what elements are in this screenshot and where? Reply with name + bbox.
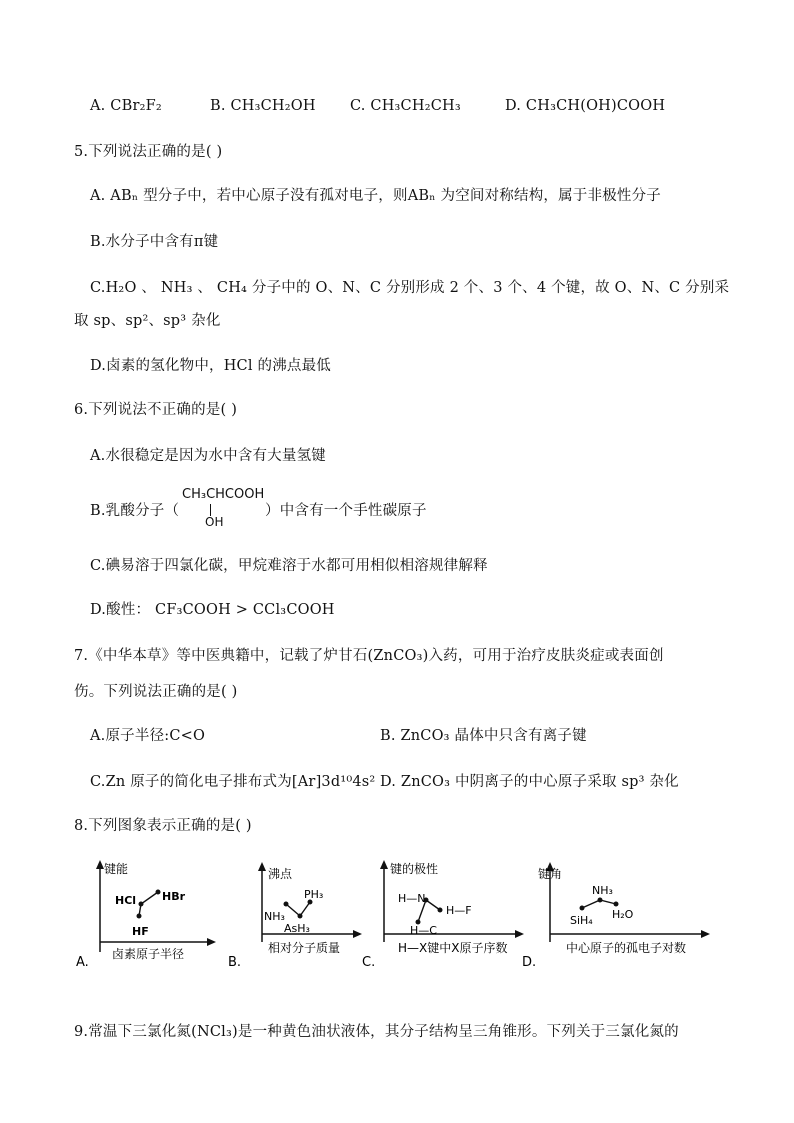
- q6-stem: 6.下列说法不正确的是( ): [74, 402, 238, 418]
- q4-option-d: D. CH₃CH(OH)COOH: [505, 98, 666, 114]
- graph-a-letter: A.: [76, 955, 89, 968]
- q6-option-b-suffix: ）中含有一个手性碳原子: [265, 503, 427, 519]
- graph-d-xlabel: 中心原子的孤电子对数: [566, 941, 687, 955]
- q5-option-d: D.卤素的氢化物中，HCl 的沸点最低: [90, 358, 332, 374]
- q7-stem-line1: 7.《中华本草》等中医典籍中，记载了炉甘石(ZnCO₃)入药，可用于治疗皮肤炎症或表面创: [74, 648, 664, 664]
- q5-option-c-line1: C.H₂O 、 NH₃ 、 CH₄ 分子中的 O、N、C 分别形成 2 个、3 个、4 个键，故 O、N、C 分别采: [90, 280, 730, 296]
- graph-b-point-ph3: PH₃: [304, 888, 324, 901]
- q6-option-b-prefix: B.乳酸分子（: [90, 503, 180, 519]
- q5-stem: 5.下列说法正确的是( ): [74, 144, 223, 160]
- graph-a-xlabel: 卤素原子半径: [112, 947, 185, 961]
- graph-c-letter: C.: [362, 955, 376, 968]
- lactic-acid-formula: CH₃CHCOOH: [182, 487, 265, 502]
- q5-option-a: A. ABₙ 型分子中，若中心原子没有孤对电子，则ABₙ 为空间对称结构，属于非极性分子: [90, 188, 662, 204]
- graph-a-ylabel: 键能: [104, 862, 129, 876]
- graph-c-point-hc: H—C: [410, 924, 437, 937]
- q5-option-b: B.水分子中含有π键: [90, 234, 219, 250]
- q4-option-a: A. CBr₂F₂: [90, 98, 162, 114]
- graph-a-point-hf: HF: [132, 925, 149, 938]
- graph-a-point-hcl: HCl: [115, 894, 137, 907]
- graph-d-point-nh3: NH₃: [592, 884, 613, 897]
- q7-option-a: A.原子半径:C<O: [90, 728, 206, 744]
- q4-option-b: B. CH₃CH₂OH: [210, 98, 316, 114]
- lactic-acid-oh: OH: [205, 515, 224, 529]
- graph-d-point-sih4: SiH₄: [570, 914, 593, 927]
- q6-option-d: D.酸性： CF₃COOH > CCl₃COOH: [90, 602, 335, 618]
- q6-option-c: C.碘易溶于四氯化碳，甲烷难溶于水都可用相似相溶规律解释: [90, 558, 488, 574]
- graph-d-point-h2o: H₂O: [612, 908, 634, 921]
- graph-d-letter: D.: [522, 955, 537, 968]
- graph-c-xlabel: H—X键中X原子序数: [398, 941, 508, 955]
- q5-option-c-line2: 取 sp、sp²、sp³ 杂化: [74, 313, 221, 329]
- graph-c-point-hn: H—N: [398, 892, 426, 905]
- q7-option-c: C.Zn 原子的简化电子排布式为[Ar]3d¹⁰4s²: [90, 774, 376, 790]
- graph-b-point-ash3: AsH₃: [284, 922, 310, 935]
- graph-c-ylabel: 键的极性: [390, 862, 439, 876]
- graph-a: [74, 856, 224, 968]
- graph-d: [520, 856, 720, 968]
- graph-c: [360, 856, 530, 968]
- graph-b-point-nh3: NH₃: [264, 910, 285, 923]
- graph-d-ylabel: 键角: [538, 867, 563, 881]
- graph-b: [228, 856, 378, 968]
- q7-option-d: D. ZnCO₃ 中阴离子的中心原子采取 sp³ 杂化: [380, 774, 679, 790]
- q7-option-b: B. ZnCO₃ 晶体中只含有离子键: [380, 728, 587, 744]
- graph-b-ylabel: 沸点: [268, 867, 293, 881]
- q9-stem: 9.常温下三氯化氮(NCl₃)是一种黄色油状液体，其分子结构呈三角锥形。下列关于三氯化氮的: [74, 1024, 679, 1040]
- lactic-acid-structure: [180, 487, 270, 533]
- graph-b-xlabel: 相对分子质量: [268, 941, 341, 955]
- q6-option-a: A.水很稳定是因为水中含有大量氢键: [90, 448, 326, 464]
- graph-c-point-hf: H—F: [446, 904, 472, 917]
- q4-option-c: C. CH₃CH₂CH₃: [350, 98, 461, 114]
- graph-a-point-hbr: HBr: [162, 890, 186, 903]
- q8-stem: 8.下列图象表示正确的是( ): [74, 818, 252, 834]
- graph-b-letter: B.: [228, 955, 242, 968]
- q7-stem-line2: 伤。下列说法正确的是( ): [74, 684, 238, 700]
